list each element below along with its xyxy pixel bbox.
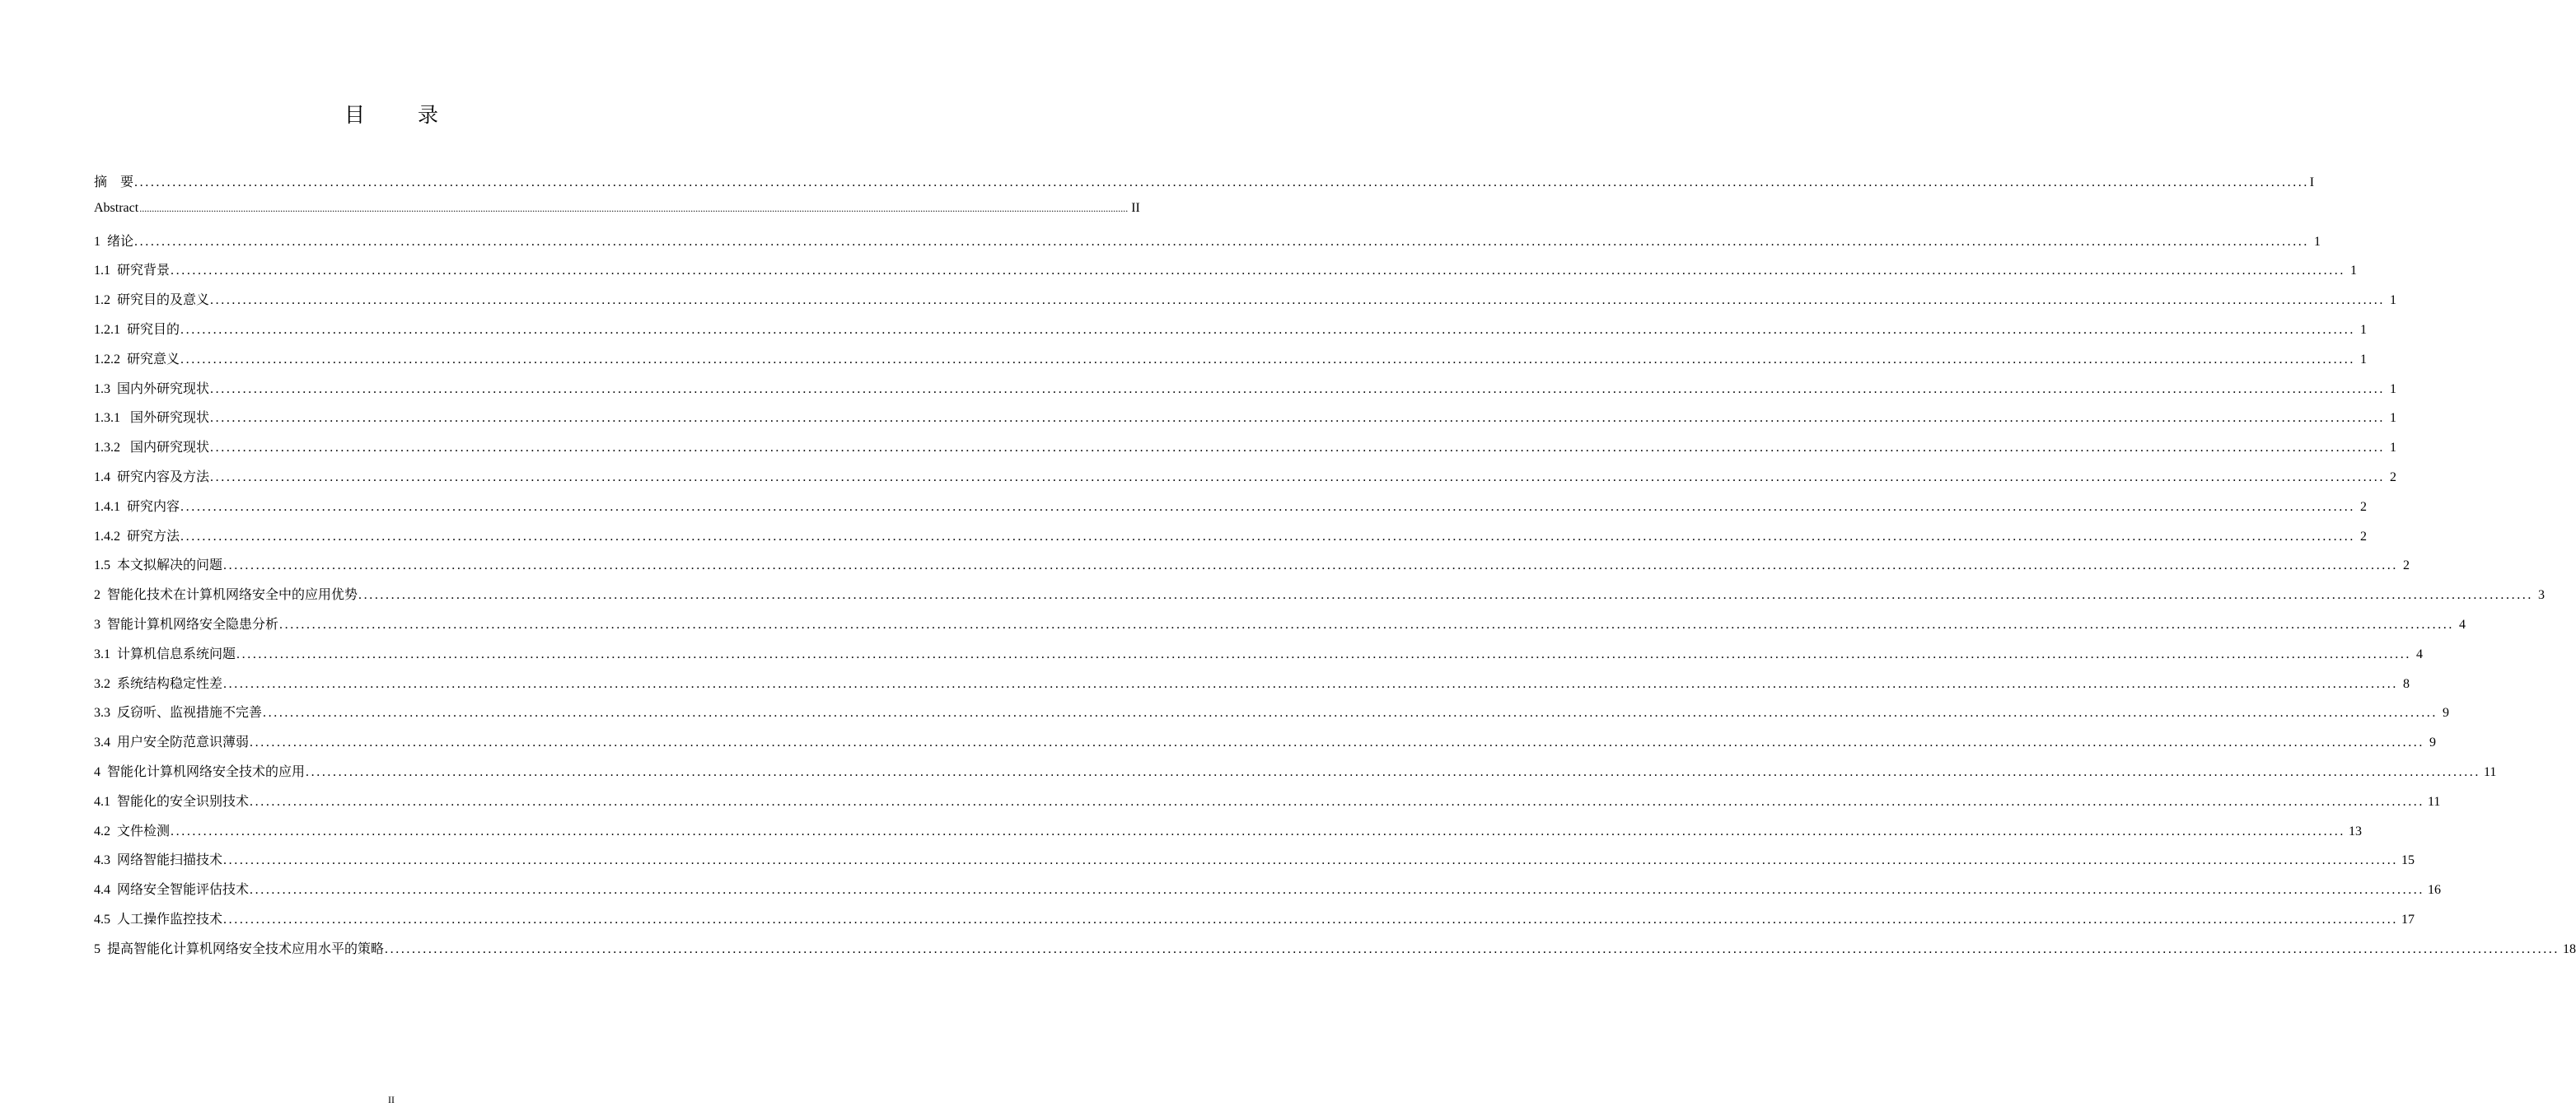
toc-entry-page: 1	[2350, 264, 2358, 278]
toc-entry-label: 1.4.2 研究方法	[94, 529, 180, 544]
toc-entry-page: 15	[2401, 853, 2415, 868]
toc-dot-leader: ................................................................................................................................................................................................................................................................................................................................................................................................................	[358, 588, 2534, 603]
toc-dot-leader: ................................................................................................................................................................................................................................................................................................................................................................................................................	[263, 706, 2438, 721]
table-of-contents	[94, 171, 2576, 968]
toc-dot-leader: ................................................................................................................................................................................................................................................................................................................................................................................................................	[306, 764, 2481, 779]
toc-entry-page: 9	[2429, 736, 2437, 750]
toc-entry-page: 9	[2443, 706, 2450, 721]
toc-entry-page: 1	[2360, 322, 2368, 337]
toc-entry-page: 13	[2349, 824, 2363, 838]
toc-entry[interactable]	[94, 908, 2415, 938]
toc-entry-label: 3.2 系统结构稳定性差	[94, 676, 223, 691]
toc-entry[interactable]	[94, 171, 2315, 201]
toc-dot-leader: ................................................................................................................................................................................................................................................................................................................................................................................................................	[250, 794, 2425, 809]
toc-entry[interactable]	[94, 289, 2397, 319]
toc-entry-label: 1.4 研究内容及方法	[94, 469, 210, 484]
toc-entry-label: 摘 要	[94, 175, 134, 189]
toc-entry-label: 1.3.2 国内研究现状	[94, 441, 210, 455]
toc-entry-label: 2 智能化技术在计算机网络安全中的应用优势	[94, 588, 358, 603]
toc-dot-leader: ................................................................................................................................................................................................................................................................................................................................................................................................................	[223, 558, 2399, 573]
toc-entry-label: 4.1 智能化的安全识别技术	[94, 794, 250, 809]
toc-dot-leader: ................................................................................................................................................................................................................................................................................................................................................................................................................	[171, 824, 2346, 838]
toc-entry[interactable]	[94, 731, 2437, 761]
toc-entry[interactable]	[94, 614, 2466, 643]
toc-entry-page: 11	[2428, 794, 2441, 809]
toc-entry-page: 16	[2428, 883, 2442, 898]
toc-dot-leader: ................................................................................................................................................................................................................................................................................................................................................................................................................	[180, 499, 2356, 514]
toc-entry-page: I	[2309, 175, 2315, 189]
toc-dot-leader: ................................................................................................................................................................................................................................................................................................................................................................................................................	[210, 381, 2386, 396]
toc-dot-leader: ................................................................................................................................................................................................................................................................................................................................................................................................................	[250, 736, 2425, 750]
toc-entry-page: 1	[2390, 441, 2397, 455]
toc-entry[interactable]	[94, 319, 2368, 348]
toc-entry-label: 3.1 计算机信息系统问题	[94, 647, 236, 661]
toc-entry[interactable]	[94, 525, 2368, 555]
toc-entry-page: 2	[2360, 499, 2368, 514]
toc-entry[interactable]	[94, 259, 2358, 289]
toc-entry[interactable]	[94, 378, 2397, 408]
toc-entry-page: 1	[2390, 411, 2397, 426]
toc-entry-page: 1	[2390, 293, 2397, 308]
toc-entry[interactable]	[94, 554, 2410, 584]
toc-entry[interactable]	[94, 437, 2397, 466]
toc-entry[interactable]	[94, 702, 2450, 731]
toc-entry-page: 4	[2416, 647, 2424, 661]
toc-entry-label: 1.3 国内外研究现状	[94, 381, 210, 396]
toc-entry-label: 1.2.1 研究目的	[94, 322, 180, 337]
toc-entry-label: 5 提高智能化计算机网络安全技术应用水平的策略	[94, 941, 385, 956]
toc-entry-label: 4.2 文件检测	[94, 824, 171, 838]
toc-entry-label: Abstract	[94, 200, 139, 215]
toc-entry[interactable]	[94, 761, 2497, 791]
toc-entry-label: 1.5 本文拟解决的问题	[94, 558, 223, 573]
toc-dot-leader: ................................................................................................................................................................................................................................................................................................................................................................................................................	[250, 883, 2425, 898]
toc-entry-page: 18	[2563, 941, 2576, 956]
toc-entry-label: 1.2 研究目的及意义	[94, 293, 210, 308]
toc-entry[interactable]	[94, 200, 1140, 231]
toc-entry-page: 2	[2360, 529, 2368, 544]
toc-entry[interactable]	[94, 407, 2397, 437]
toc-entry-label: 1 绪论	[94, 234, 134, 249]
toc-entry[interactable]	[94, 496, 2368, 525]
toc-dot-leader: ................................................................................................................................................................................................................................................................................................................................................................................................................	[171, 264, 2346, 278]
toc-entry[interactable]	[94, 820, 2363, 850]
toc-dot-leader: ................................................................................................................................................................................................................................................................................................................................................................................................................	[210, 293, 2386, 308]
toc-dot-leader: ................................................................................................................................................................................................................................................................................................................................................................................................................	[210, 411, 2386, 426]
toc-entry-page: 2	[2403, 558, 2410, 573]
toc-dot-leader: ................................................................................................................................................................................................................................................................................................................................................................................................................	[180, 529, 2356, 544]
toc-entry[interactable]	[94, 231, 2321, 260]
toc-dot-leader: ................................................................................................................................................................................................................................................................................................................................................................................................................	[180, 322, 2356, 337]
toc-dot-leader: ................................................................................................................................................................................................................................................................................................................................................................................................................	[134, 234, 2310, 249]
toc-entry-page: 2	[2390, 469, 2397, 484]
toc-entry-label: 3.4 用户安全防范意识薄弱	[94, 736, 250, 750]
toc-entry[interactable]	[94, 879, 2442, 908]
toc-entry[interactable]	[94, 584, 2546, 614]
toc-entry[interactable]	[94, 673, 2410, 703]
toc-entry-page: 1	[2314, 234, 2321, 249]
toc-dot-leader: ................................................................................................................................................................................................................................................................................................................................................................................................................	[134, 175, 2310, 189]
toc-dot-leader: ................................................................................................................................................................................................................................................................................................................................................................................................................	[279, 617, 2455, 632]
page-title: 目 录	[344, 103, 461, 127]
toc-dot-leader: ................................................................................................................................................................................................................................................................................................................................................................................................................	[223, 912, 2399, 927]
toc-entry-label: 4.4 网络安全智能评估技术	[94, 883, 250, 898]
toc-entry[interactable]	[94, 849, 2415, 879]
toc-dot-leader: ................................................................................................................................................................................................................................................................................................................................................................................................................	[223, 853, 2399, 868]
toc-entry-page: 1	[2360, 352, 2368, 367]
toc-entry[interactable]	[94, 348, 2368, 378]
footer-page-number: II	[388, 1094, 395, 1105]
toc-entry-page: II	[1131, 200, 1140, 215]
toc-dot-leader: ................................................................................................................................................................................................................................................................................................................................................................................................................	[139, 202, 1129, 214]
toc-dot-leader: ................................................................................................................................................................................................................................................................................................................................................................................................................	[210, 441, 2386, 455]
toc-entry-page: 4	[2459, 617, 2466, 632]
toc-entry-page: 11	[2484, 764, 2497, 779]
toc-entry-page: 8	[2403, 676, 2410, 691]
toc-entry-label: 1.4.1 研究内容	[94, 499, 180, 514]
toc-entry-label: 4.5 人工操作监控技术	[94, 912, 223, 927]
toc-entry-label: 1.3.1 国外研究现状	[94, 411, 210, 426]
toc-entry-label: 3.3 反窃听、监视措施不完善	[94, 706, 263, 721]
toc-entry-page: 17	[2401, 912, 2415, 927]
toc-dot-leader: ................................................................................................................................................................................................................................................................................................................................................................................................................	[180, 352, 2356, 367]
toc-dot-leader: ................................................................................................................................................................................................................................................................................................................................................................................................................	[210, 469, 2386, 484]
toc-entry-label: 1.1 研究背景	[94, 264, 171, 278]
toc-dot-leader: ................................................................................................................................................................................................................................................................................................................................................................................................................	[223, 676, 2399, 691]
toc-entry-label: 4 智能化计算机网络安全技术的应用	[94, 764, 306, 779]
toc-entry[interactable]	[94, 791, 2441, 820]
toc-entry[interactable]	[94, 938, 2576, 968]
toc-entry[interactable]	[94, 466, 2397, 496]
toc-entry-label: 3 智能计算机网络安全隐患分析	[94, 617, 279, 632]
toc-dot-leader: ................................................................................................................................................................................................................................................................................................................................................................................................................	[385, 941, 2560, 956]
toc-dot-leader: ................................................................................................................................................................................................................................................................................................................................................................................................................	[236, 647, 2412, 661]
toc-entry-page: 1	[2390, 381, 2397, 396]
toc-entry[interactable]	[94, 643, 2424, 673]
toc-entry-label: 1.2.2 研究意义	[94, 352, 180, 367]
toc-entry-label: 4.3 网络智能扫描技术	[94, 853, 223, 868]
toc-entry-page: 3	[2538, 588, 2546, 603]
